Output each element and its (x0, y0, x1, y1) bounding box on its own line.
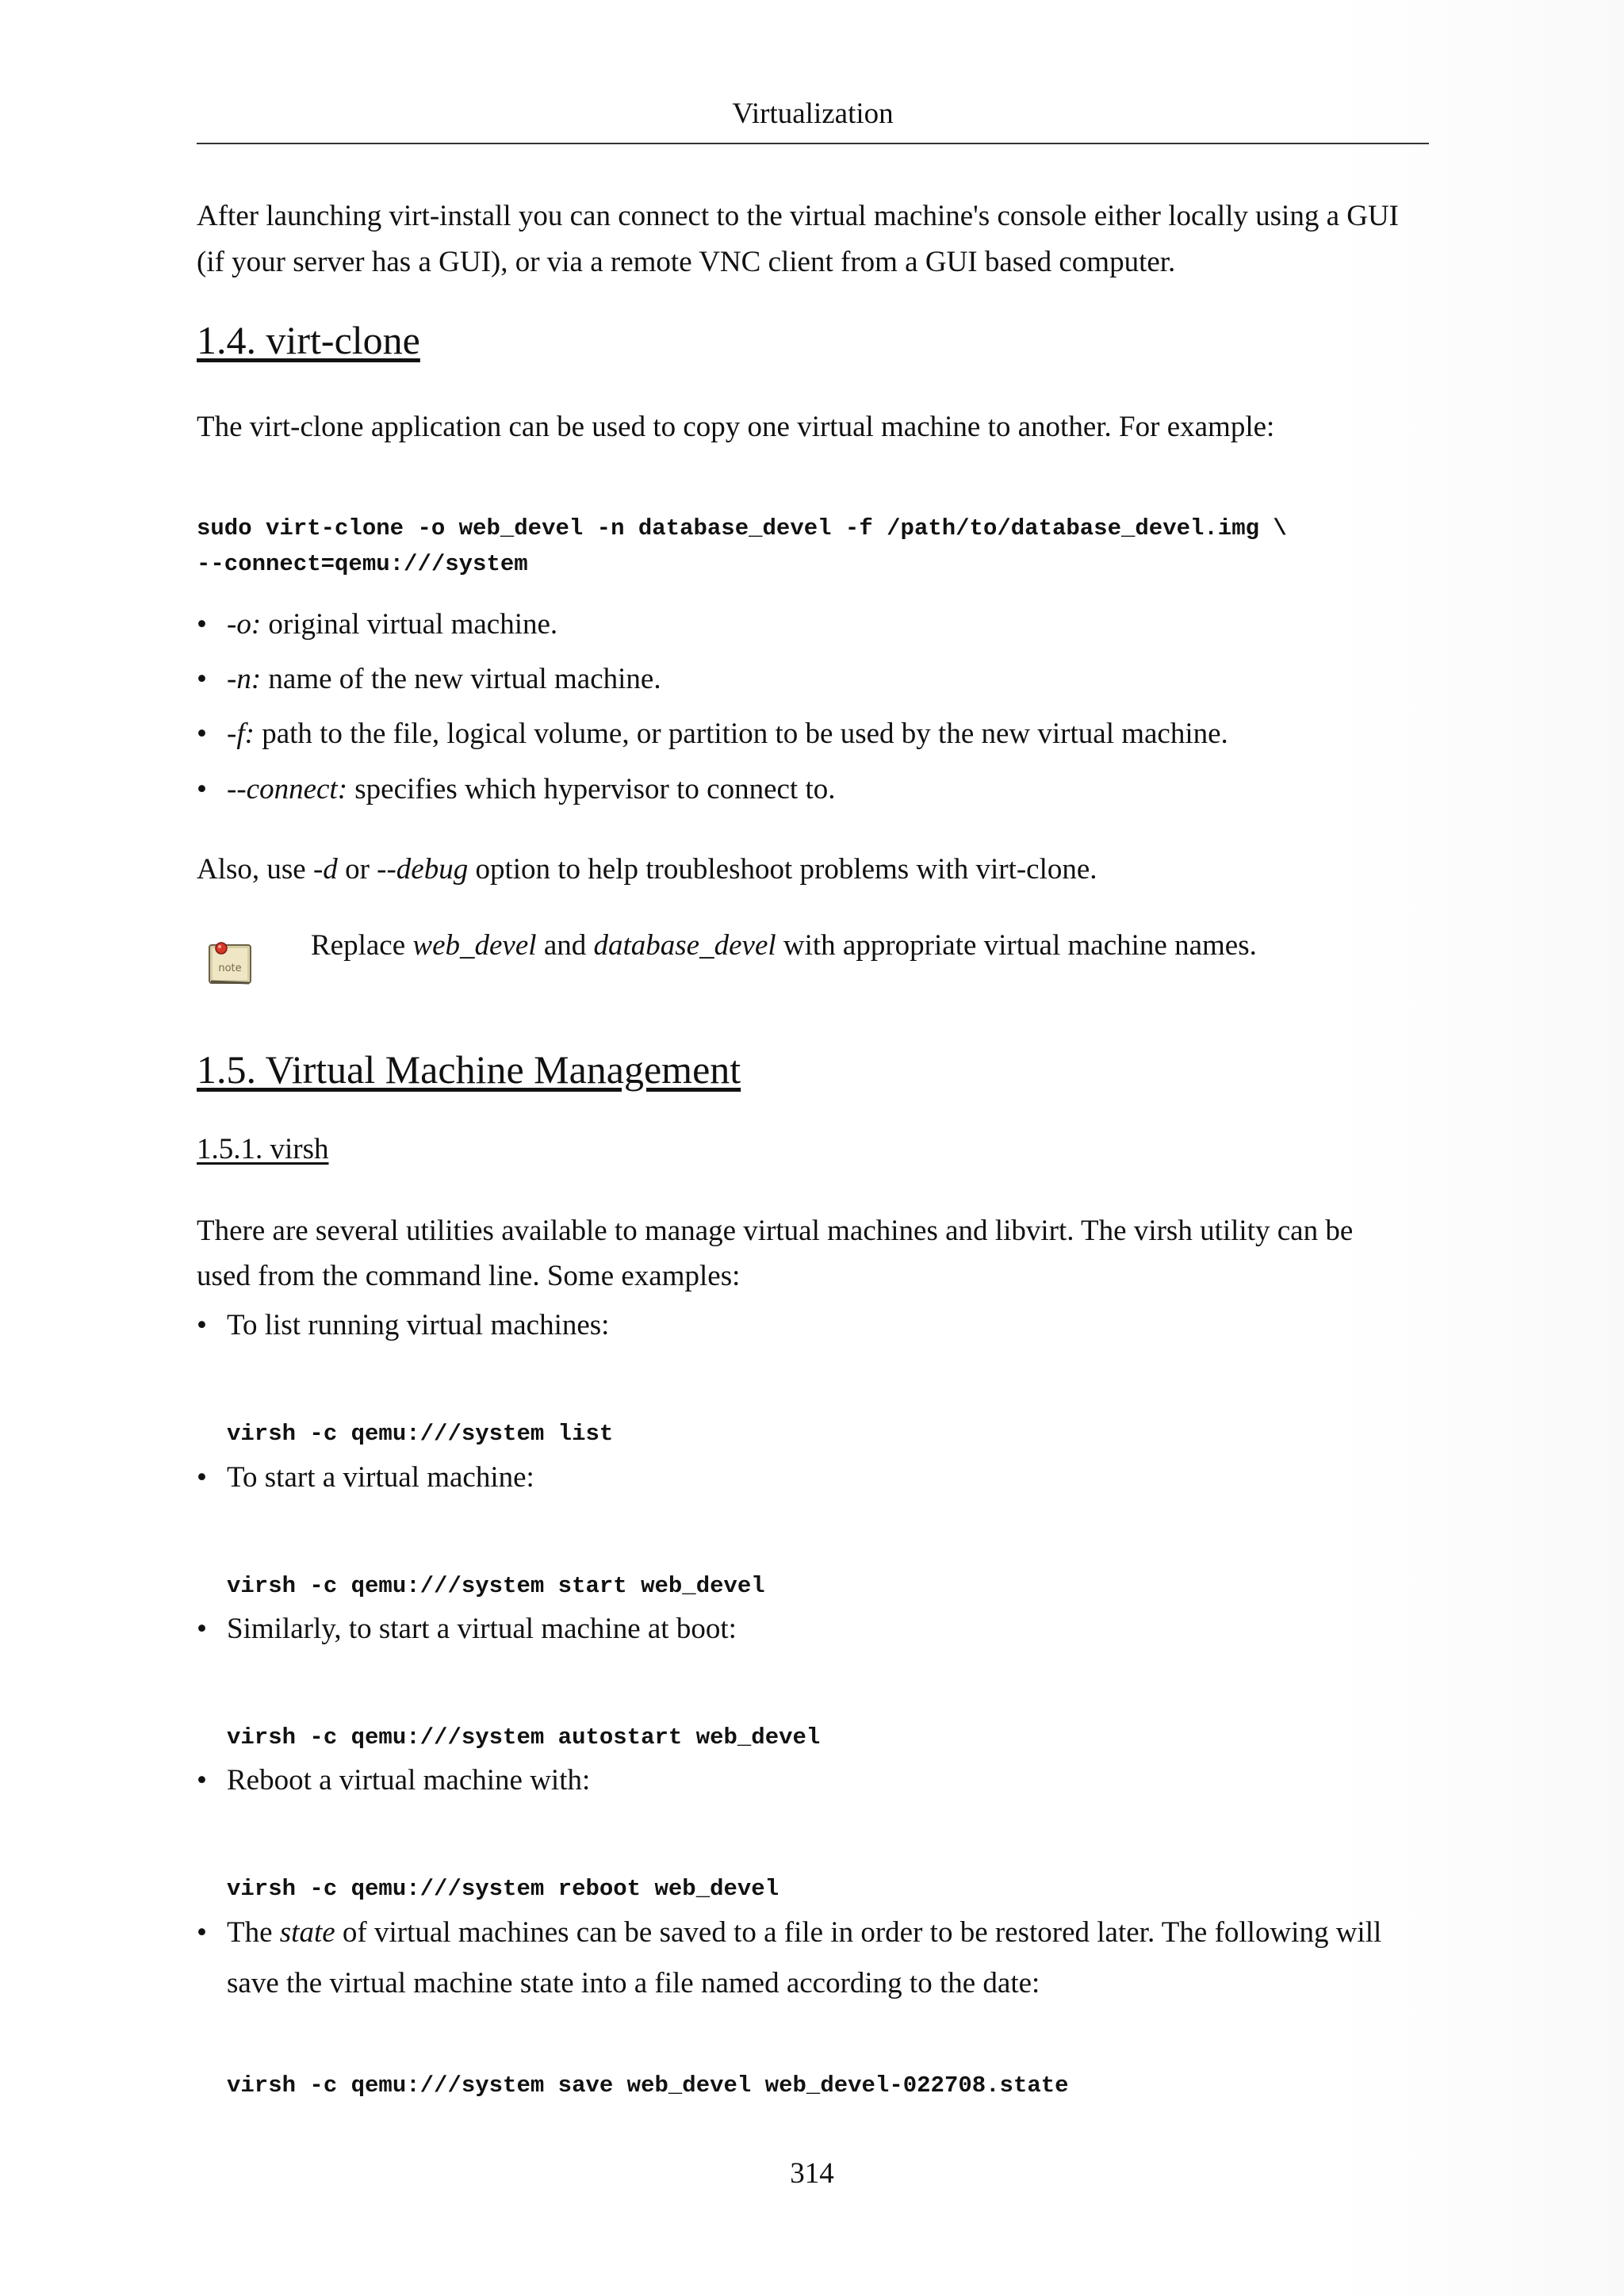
bullet-icon: • (197, 1916, 207, 1949)
option-flag: -n: (227, 663, 262, 695)
header-rule (197, 143, 1429, 144)
bullet-icon: • (197, 773, 207, 806)
code-line: virsh -c qemu:///system reboot web_devel (227, 1876, 779, 1902)
code-line: virsh -c qemu:///system start web_devel (227, 1573, 765, 1599)
note-icon (205, 936, 255, 988)
intro-line-1: After launching virt-install you can connect to the virtual machine's console either locally using a GUI (197, 200, 1400, 232)
code-line: virsh -c qemu:///system save web_devel web_devel-022708.state (227, 2072, 1069, 2099)
option-text: original virtual machine. (261, 608, 558, 641)
bullet-icon: • (197, 1764, 207, 1797)
state-item-line-2: save the virtual machine state into a file named according to the date: (227, 1967, 1040, 1999)
page-number: 314 (790, 2157, 834, 2190)
option-text: path to the file, logical volume, or partition to be used by the new virtual machine. (254, 718, 1228, 750)
option-flag: -f: (227, 718, 255, 750)
bullet-icon: • (197, 718, 207, 750)
code-line: virsh -c qemu:///system autostart web_devel (227, 1724, 821, 1751)
bullet-icon: • (197, 608, 207, 641)
debug-tip: Also, use -d or --debug option to help troubleshoot problems with virt-clone. (197, 853, 1097, 886)
section-heading-vm-management: 1.5. Virtual Machine Management (197, 1047, 741, 1092)
virsh-description-line-2: used from the command line. Some examples: (197, 1260, 741, 1292)
intro-line-2: (if your server has a GUI), or via a remote VNC client from a GUI based computer. (197, 246, 1176, 278)
option-flag: --connect: (227, 773, 348, 806)
bullet-icon: • (197, 663, 207, 695)
note-text: Replace web_devel and database_devel with appropriate virtual machine names. (311, 929, 1257, 962)
code-line: virsh -c qemu:///system list (227, 1421, 614, 1447)
option-text: specifies which hypervisor to connect to. (347, 773, 836, 806)
bullet-icon: • (197, 1461, 207, 1494)
option-text: name of the new virtual machine. (261, 663, 661, 695)
bullet-icon: • (197, 1613, 207, 1645)
virsh-description-line-1: There are several utilities available to manage virtual machines and libvirt. The virsh utility can be (197, 1215, 1354, 1247)
section-heading-virt-clone: 1.4. virt-clone (197, 318, 420, 362)
note-icon-label: note (218, 962, 242, 974)
running-header: Virtualization (732, 98, 894, 130)
bullet-icon: • (197, 1309, 207, 1341)
subsection-heading-virsh: 1.5.1. virsh (197, 1133, 329, 1165)
code-line: sudo virt-clone -o web_devel -n database_devel -f /path/to/database_devel.img \ (197, 515, 1287, 541)
document-page: Virtualization After launching virt-install you can connect to the virtual machine's console either locally using a GUI (if your server has a GUI), or via a remote VNC client from a GUI based computer. 1.4. virt-clone The virt-clone application can be used to copy one virtual machine to another. For example: sudo virt-clone -o web_devel -n database_devel -f /path/to/database_devel.img \ --connect=qemu:///system • -o: original virtual machine. • -n: name of the new virtual machine. • -f: path to the file, logical volume, or partition to be used by the new virtual machine. • --connect: specifies which hypervisor to connect to. Also, use -d or --debug option to help troubleshoot problems with virt-clone. note Replace web_devel and database_devel with appropriate virtual machine names. 1.5. Virtual Machine Management 1.5.1. virsh There are several utilities available to manage virtual machines and libvirt. The virsh utility can be used from the command line. Some examples: • To list running virtual machines: virsh -c qemu:///system list • To start a virtual machine: virsh -c qemu:///system start web_devel • Similarly, to start a virtual machine at boot: virsh -c qemu:///system autostart web_devel • Reboot a virtual machine with: virsh -c qemu:///system reboot web_devel • The state of virtual machines can be saved to a file in order to be restored later. The following will save the virtual machine state into a file named according to the date: virsh -c qemu:///system save web_devel web_devel-022708.state 314 (0, 0, 1624, 2296)
option-flag: -o: (227, 608, 262, 641)
virt-clone-description: The virt-clone application can be used to copy one virtual machine to another. For example: (197, 411, 1275, 443)
code-line: --connect=qemu:///system (197, 551, 528, 577)
